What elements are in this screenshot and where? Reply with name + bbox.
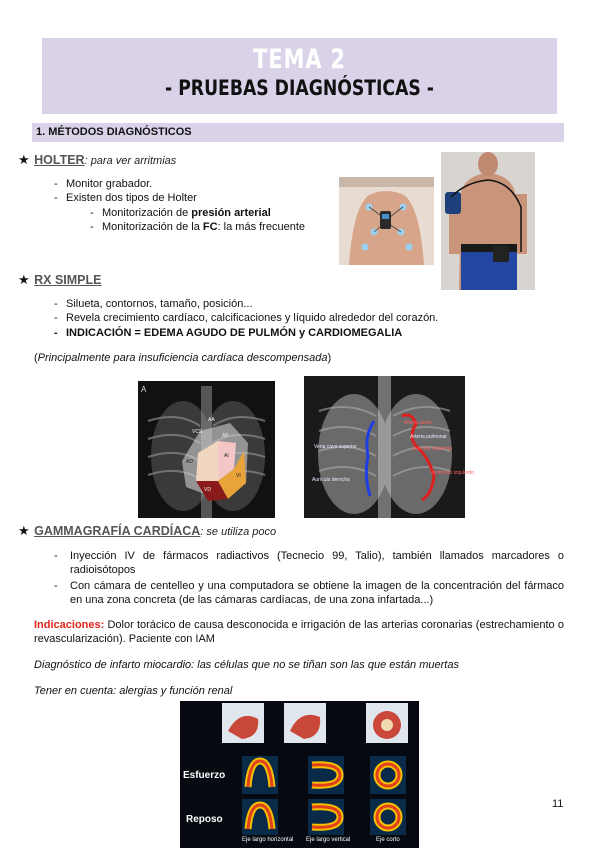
rx-bullet-3: - INDICACIÓN = EDEMA AGUDO DE PULMÓN y CARDIOMEGALIA xyxy=(54,327,403,339)
xray2-label-vi: Ventrículo izquierdo xyxy=(430,470,474,476)
xray-label-ai: AI xyxy=(224,453,229,459)
xray2-label-ai: Aurícula izquierda xyxy=(412,446,453,452)
star-icon: ★ xyxy=(18,272,30,287)
holter-heading-row xyxy=(18,151,176,169)
xray-label-a: A xyxy=(141,385,147,394)
holter-note: : para ver arritmias xyxy=(84,155,177,167)
gamma-note: : se utiliza poco xyxy=(200,526,277,538)
holter-sub-bullet-1: - Monitorización de presión arterial xyxy=(90,207,271,219)
axis-label-2: Eje largo vertical xyxy=(306,837,351,843)
xray2-label-ap: Arteria pulmonar xyxy=(410,434,447,440)
holter-bullet-2: - Existen dos tipos de Holter xyxy=(54,192,197,204)
title-sub: - PRUEBAS DIAGNÓSTICAS - xyxy=(165,76,434,100)
xray2-label-vcs: Vena cava superior xyxy=(314,444,357,450)
gamma-heading: GAMMAGRAFÍA CARDÍACA xyxy=(34,524,201,538)
gamma-indications: Indicaciones: Dolor torácico de causa desconocida e irrigación de las arterias coronarias (estrechamiento o revascularización). Paciente con IAM xyxy=(34,619,564,645)
star-icon: ★ xyxy=(18,523,30,538)
page-number: 11 xyxy=(552,798,564,810)
holter-sub-bullet-2: - Monitorización de la FC: la más frecuente xyxy=(90,221,305,233)
scan-label-esfuerzo: Esfuerzo xyxy=(183,770,226,781)
gamma-diag-note: Diagnóstico de infarto miocardio: las células que no se tiñan son las que están muertas xyxy=(34,659,459,671)
xray-label-vd: VD xyxy=(204,487,211,493)
scan-label-reposo: Reposo xyxy=(186,814,223,825)
gamma-bullet-1: - Inyección IV de fármacos radiactivos (Tecnecio 99, Talio), también llamados marcadores o radioisótopos xyxy=(54,550,564,576)
title-banner xyxy=(42,38,557,114)
xray2-label-aorta: Arteria aorta xyxy=(404,420,432,426)
xray-label-vi: VI xyxy=(236,473,241,479)
gamma-note2: Tener en cuenta: alergias y función renal xyxy=(34,685,233,697)
xray-labeled-image xyxy=(138,381,275,518)
gamma-heading-row xyxy=(18,522,276,540)
axis-label-3: Eje corto xyxy=(376,837,400,843)
holter-heading: HOLTER xyxy=(34,153,85,167)
gamma-bullet-2: - Con cámara de centelleo y una computadora se obtiene la imagen de la concentración del fármaco en una zona concreta (de las cámaras cardíacas, de una zona infartada...) xyxy=(54,580,564,606)
star-icon: ★ xyxy=(18,152,30,167)
gamma-scan-image xyxy=(180,701,419,848)
axis-label-1: Eje largo horizontal xyxy=(242,837,294,843)
xray-label-aa: AA xyxy=(208,417,215,423)
xray-label-ap: AP xyxy=(222,433,229,439)
rx-bullet-1: - Silueta, contornos, tamaño, posición... xyxy=(54,298,253,310)
xray-label-ad: AD xyxy=(186,459,193,465)
xray-annotated-image xyxy=(304,376,474,518)
rx-note: (Principalmente para insuficiencia cardíaca descompensada) xyxy=(34,352,332,364)
xray-label-vcs: VCS xyxy=(192,429,203,435)
xray2-label-ad: Aurícula derecha xyxy=(312,477,350,483)
rx-heading-row xyxy=(18,271,101,289)
section-heading: 1. MÉTODOS DIAGNÓSTICOS xyxy=(32,123,564,142)
title-main: TEMA 2 xyxy=(253,44,346,75)
holter-photo-2 xyxy=(441,152,535,290)
holter-photo-1 xyxy=(339,177,434,265)
holter-bullet-1: - Monitor grabador. xyxy=(54,178,153,190)
rx-bullet-2: - Revela crecimiento cardíaco, calcificaciones y líquido alrededor del corazón. xyxy=(54,312,439,324)
rx-heading: RX SIMPLE xyxy=(34,273,102,287)
